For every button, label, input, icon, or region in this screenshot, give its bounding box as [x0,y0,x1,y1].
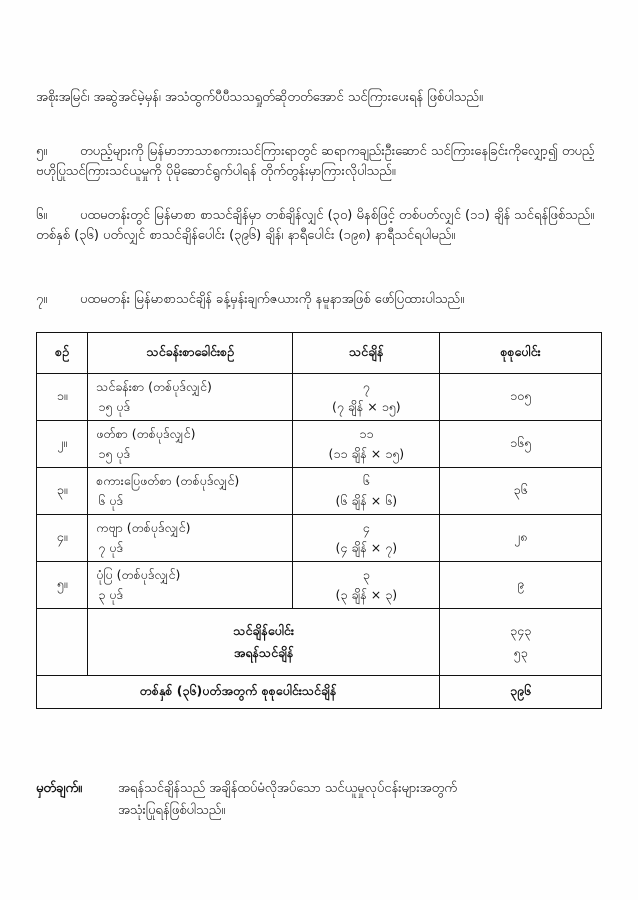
row-lesson-name: ဖတ်စာ (တစ်ပုဒ်လျှင်) [96,426,196,441]
table-row [37,374,602,421]
row-lesson-name: သင်ခန်းစာ (တစ်ပုဒ်လျှင်) [96,379,212,394]
row-periods-formula: (၃ ချိန် × ၃) [335,587,398,602]
row-periods [293,468,440,515]
row-lesson [88,421,293,468]
paragraph-6-text: ပထမတန်းတွင် မြန်မာစာ စာသင်ချိန်မှာ တစ်ချိန်လျှင် (၃၀) မိနစ်ဖြင့် တစ်ပတ်လျှင် (၁၁) ချိန် သင်ရန်ဖြစ်သည်။ တစ်နှစ် (၃၆) ပတ်လျှင် စာသင်ချိန်ပေါင်း (၃၉၆) ချိန်၊ နာရီပေါင်း (၁၉၈) နာရီသင်ရပါမည်။ [36,208,595,243]
row-lesson-count: ၃ ပုဒ် [98,587,123,602]
paragraph-5 [36,142,602,182]
row-total: ၃၆ [440,468,602,515]
note-line-1: အရန်သင်ချိန်သည် အချိန်ထပ်မံလိုအပ်သော သင်ယူမှုလုပ်ငန်းများအတွက် [118,781,457,796]
row-periods-value: ၁၁ [359,426,374,441]
row-lesson-name: ပုံပြ (တစ်ပုဒ်လျှင်) [96,567,181,582]
row-lesson [88,468,293,515]
total-periods-value: ၃၄၃ [510,623,532,638]
subtotal-labels [88,609,440,676]
row-number: ၅။ [37,562,88,609]
table-row [37,468,602,515]
lesson-schedule-table [36,332,602,709]
row-number: ၁။ [37,374,88,421]
row-number: ၂။ [37,421,88,468]
paragraph-6-number: ၆။ [36,208,48,223]
header-total: စုစုပေါင်း [440,333,602,374]
row-total: ၁၆၅ [440,421,602,468]
paragraph-5-text: တပည့်များကို မြန်မာဘာသာစကားသင်ကြားရာတွင် ဆရာကချည်းဦးဆောင် သင်ကြားနေခြင်းကိုလျှော့၍ တပည့်ဗဟိုပြုသင်ကြားသင်ယူမှုကို ပိုမိုဆောင်ရွက်ပါရန် တိုက်တွန်းမှာကြားလိုပါသည်။ [36,144,595,179]
row-periods-value: ၃ [362,567,370,582]
subtotal-values [440,609,602,676]
table-row [37,515,602,562]
row-periods-formula: (၆ ချိန် × ၆) [335,493,398,508]
subtotal-empty-cell [37,609,88,676]
row-total: ၉ [440,562,602,609]
row-lesson [88,374,293,421]
note-label: မှတ်ချက်။ [36,781,83,796]
header-periods: သင်ချိန် [293,333,440,374]
paragraph-7 [36,290,602,310]
row-periods-value: ၆ [362,473,370,488]
grand-total-value: ၃၉၆ [440,676,602,709]
header-lesson-title: သင်ခန်းစာခေါင်းစဉ် [88,333,293,374]
row-periods-formula: (၇ ချိန် × ၁၅) [331,399,401,414]
paragraph-6 [36,206,602,246]
table-row [37,421,602,468]
row-number: ၄။ [37,515,88,562]
row-periods-formula: (၄ ချိန် × ၇) [335,540,398,555]
row-lesson-count: ၇ ပုဒ် [98,540,123,555]
row-periods [293,562,440,609]
row-periods [293,515,440,562]
row-periods [293,421,440,468]
row-periods [293,374,440,421]
row-periods-value: ၄ [362,520,370,535]
row-number: ၃။ [37,468,88,515]
header-number: စဉ် [37,333,88,374]
row-lesson-count: ၆ ပုဒ် [98,493,123,508]
paragraph-7-text: ပထမတန်း မြန်မာစာသင်ချိန် ခန့်မှန်းချက်ဇယားကို နမူနာအဖြစ် ဖော်ပြထားပါသည်။ [80,292,465,307]
subtotal-row [37,609,602,676]
row-lesson [88,515,293,562]
grand-total-row [37,676,602,709]
row-lesson-name: စကားပြေဖတ်စာ (တစ်ပုဒ်လျှင်) [96,473,240,488]
reserve-periods-value: ၅၃ [513,645,528,660]
row-lesson [88,562,293,609]
row-lesson-count: ၁၅ ပုဒ် [98,399,130,414]
total-periods-label: သင်ချိန်ပေါင်း [233,623,295,638]
grand-total-label: တစ်နှစ် (၃၆)ပတ်အတွက် စုစုပေါင်းသင်ချိန် [37,676,440,709]
row-lesson-count: ၁၅ ပုဒ် [98,446,130,461]
note-line-2: အသုံးပြုရန်ဖြစ်ပါသည်။ [118,803,226,818]
row-lesson-name: ကဗျာ (တစ်ပုဒ်လျှင်) [96,520,191,535]
table-row [37,562,602,609]
row-total: ၁၀၅ [440,374,602,421]
paragraph-5-number: ၅။ [36,144,48,159]
paragraph-continuation: အစိုးအမြင်၊ အဆွဲအင်မဲ့မှန်၊ အသံထွက်ပီပီသသရှုတ်ဆိုတတ်အောင် သင်ကြားပေးရန် ဖြစ်ပါသည်။ [36,90,483,105]
table-header-row [37,333,602,374]
row-periods-formula: (၁၁ ချိန် × ၁၅) [328,446,405,461]
footnote [36,778,602,822]
row-total: ၂၈ [440,515,602,562]
reserve-periods-label: အရန်သင်ချိန် [233,645,294,660]
row-periods-value: ၇ [362,379,370,394]
paragraph-7-number: ၇။ [36,292,48,307]
